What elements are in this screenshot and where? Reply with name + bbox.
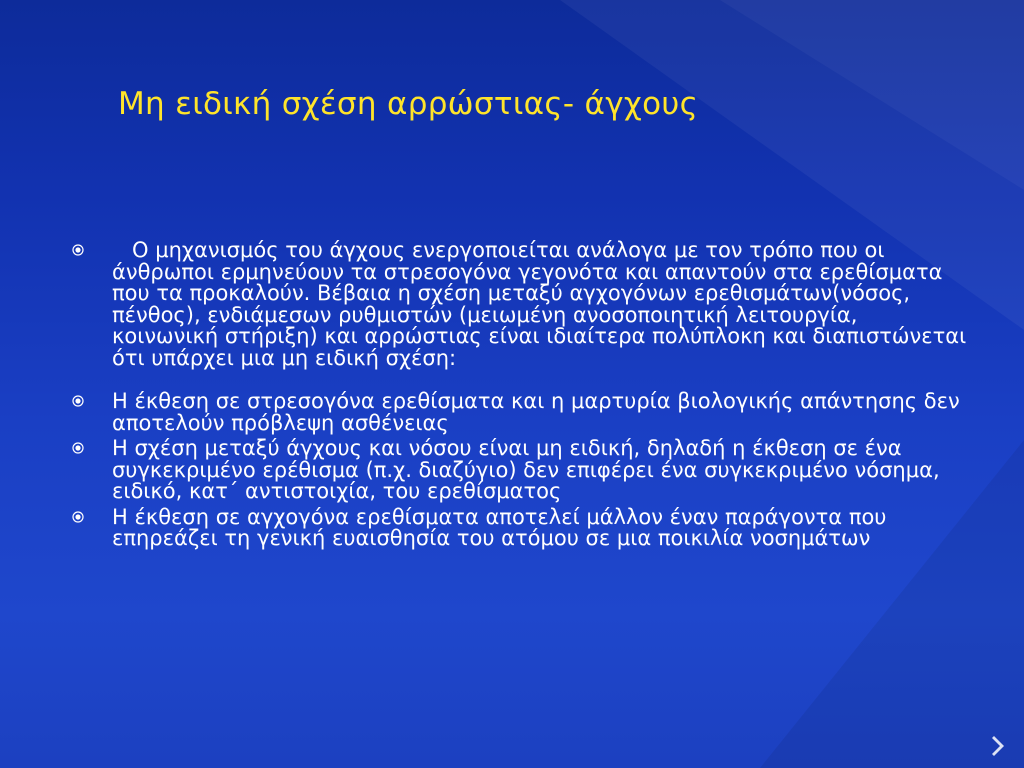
slide-title: Μη ειδική σχέση αρρώστιας- άγχους bbox=[118, 86, 699, 122]
bullet-icon bbox=[72, 244, 84, 256]
list-item bbox=[70, 504, 970, 550]
bullet-icon bbox=[72, 511, 84, 523]
list-item bbox=[70, 391, 970, 434]
bullet-icon bbox=[72, 442, 84, 454]
list-item bbox=[70, 240, 970, 369]
bullet-text: Η σχέση μεταξύ άγχους και νόσου είναι μη ειδική, δηλαδή η έκθεση σε ένα συγκεκριμένο ερέθισμα (π.χ. διαζύγιο) δεν επιφέρει ένα συγκεκριμένο νόσημα, ειδικό, κατ΄ αντιστοιχία, του ερεθίσματος bbox=[112, 436, 940, 503]
bullet-text: Ο μηχανισμός του άγχους ενεργοποιείται ανάλογα με τον τρόπο που οι άνθρωποι ερμηνεύουν τα στρεσογόνα γεγονότα και απαντούν στα ερεθίσματα που τα προκαλούν. Βέβαια η σχέση μεταξύ αγχογόνων ερεθισμάτων(νόσος, πένθος), ενδιάμεσων ρυθμιστών (μειωμένη ανοσοποιητική λειτουργία, κοινωνική στήριξη) και αρρώστιας είναι ιδιαίτερα πολύπλοκη και διαπιστώνεται ότι υπάρχει μια μη ειδική σχέση: bbox=[112, 238, 967, 370]
bullet-list bbox=[70, 240, 970, 550]
bullet-icon bbox=[72, 395, 84, 407]
bullet-text: Η έκθεση σε στρεσογόνα ερεθίσματα και η μαρτυρία βιολογικής απάντησης δεν αποτελούν πρόβλεψη ασθένειας bbox=[112, 389, 960, 435]
list-item bbox=[70, 438, 970, 503]
bullet-text: Η έκθεση σε αγχογόνα ερεθίσματα αποτελεί μάλλον έναν παράγοντα που επηρεάζει τη γενική ευαισθησία του ατόμου σε μια ποικιλία νοσημάτων bbox=[112, 504, 887, 550]
